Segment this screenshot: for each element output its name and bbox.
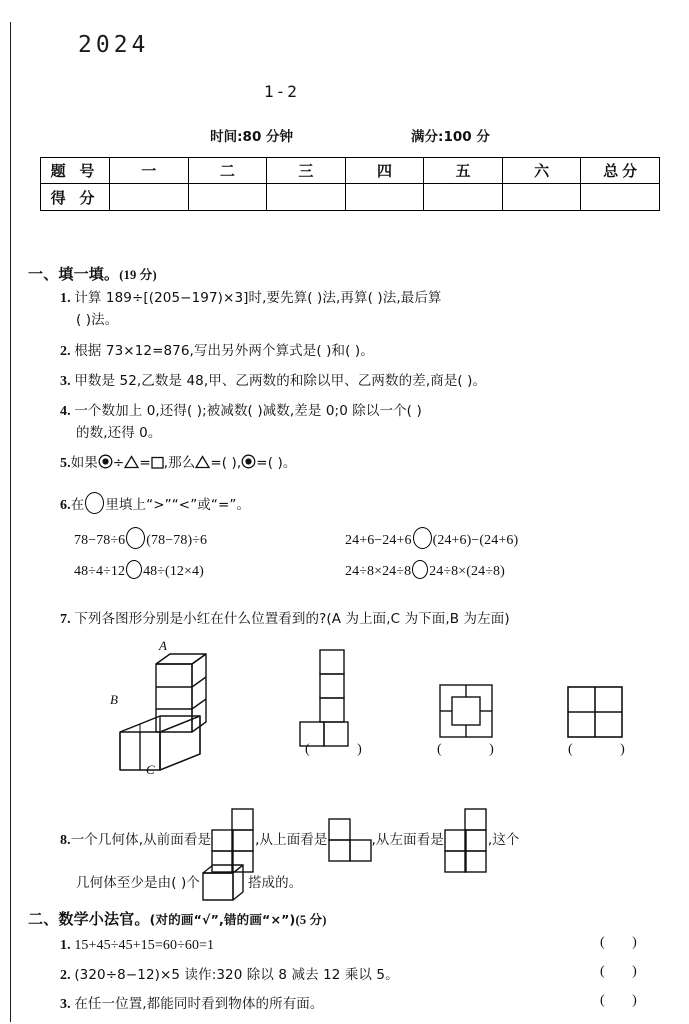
question-8-part-4: ,这个 [487,832,520,849]
q7-answer-paren-2[interactable]: ( ) [437,742,516,757]
exam-meta [40,125,660,145]
q6-c1-left: 78−78÷6 [74,533,126,548]
s2-q2-answer[interactable]: ( ) [600,964,649,979]
s2-q1-number: 1. [60,938,71,953]
col-total: 总 分 [581,158,660,184]
col-3: 三 [267,158,346,184]
question-4-text-2: 的数,还得 0。 [76,425,162,441]
question-5-prefix: 如果 [70,455,98,471]
score-cell-5[interactable] [424,184,503,211]
score-cell-2[interactable] [188,184,267,211]
s2-q3-text: 在任一位置,都能同时看到物体的所有面。 [74,996,324,1012]
circle-blank-icon-1[interactable] [126,527,145,549]
top-view-figure [328,818,372,864]
score-cell-4[interactable] [345,184,424,211]
question-5-mid5: =( )。 [256,455,297,471]
triangle-icon-1 [124,455,139,469]
question-6-compare-3 [74,560,204,583]
s2-q1-text: 15+45÷45+15=60÷60=1 [74,938,215,953]
section-2-rule: (对的画“√”,错的画“×”) [149,912,296,927]
margin-cutoff-marks [1,330,10,760]
circle-blank-icon-prompt[interactable] [85,492,104,514]
section-2-question-3 [60,993,324,1016]
s2-q1-answer[interactable]: ( ) [600,935,649,950]
question-8-part-1: 一个几何体,从前面看是 [70,832,212,849]
triangle-icon-2 [195,455,210,469]
solid-label-left: B [110,692,118,707]
q7-answer-paren-3[interactable]: ( ) [568,742,647,757]
question-1-line-2 [76,309,676,332]
question-8-line-2 [76,862,689,906]
col-6: 六 [502,158,581,184]
question-6-prompt-b: 里填上“>”“<”或“=”。 [105,497,251,513]
question-7 [60,608,685,631]
unit-cube-icon [200,862,248,906]
question-6-prompt [60,492,680,517]
question-6-compare-4 [345,560,505,583]
question-6-compare-2 [345,527,518,552]
table-row-header [41,158,660,184]
question-4-number: 4. [60,404,71,419]
section-2-points: (5 分) [295,913,327,927]
question-5 [60,452,680,475]
question-6-number: 6. [60,498,71,513]
question-7-number: 7. [60,612,71,627]
s2-q3-answer[interactable]: ( ) [600,993,649,1008]
question-2 [60,340,680,363]
solid-label-bottom: C [146,762,155,777]
q6-c2-left: 24+6−24+6 [345,533,412,548]
section-1-points: (19 分) [119,268,157,282]
question-3-text: 甲数是 52,乙数是 48,甲、乙两数的和除以甲、乙两数的差,商是( )。 [74,373,487,389]
question-5-op-eq: = [139,455,151,471]
q6-c3-right: 48÷(12×4) [143,564,204,579]
circle-blank-icon-4[interactable] [412,560,428,579]
question-8-number: 8. [60,833,71,849]
question-1-text-2: ( )法。 [76,312,119,328]
col-5: 五 [424,158,503,184]
paper-number: 1-2 [264,82,299,101]
question-1-line-1 [60,287,680,310]
question-8-part-2: ,从上面看是 [255,832,328,849]
solid-figure-3d [108,636,238,776]
question-6-compare-1 [74,527,207,552]
question-2-number: 2. [60,344,71,359]
q6-c3-left: 48÷4÷12 [74,564,126,579]
question-2-text: 根据 73×12=876,写出另外两个算式是( )和( )。 [74,343,374,359]
question-3 [60,370,680,393]
row-label-score: 得 分 [41,184,110,211]
s2-q3-number: 3. [60,997,71,1012]
col-4: 四 [345,158,424,184]
score-cell-total[interactable] [581,184,660,211]
section-2-question-2 [60,964,399,987]
section-2-title: 二、数学小法官。 [28,910,150,928]
q6-c2-right: (24+6)−(24+6) [432,533,519,548]
s2-q2-number: 2. [60,968,71,983]
question-5-mid4: =( ), [210,455,242,471]
question-1-text-1: 计算 189÷[(205−197)×3]时,要先算( )法,再算( )法,最后算 [74,290,442,306]
score-table [40,157,660,211]
q6-c4-right: 24÷8×(24÷8) [429,564,505,579]
score-cell-1[interactable] [110,184,189,211]
question-7-text: 下列各图形分别是小红在什么位置看到的?(A 为上面,C 为下面,B 为左面) [74,611,510,627]
section-2-question-1 [60,935,214,957]
question-3-number: 3. [60,374,71,389]
view-figure-1 [298,648,378,748]
col-1: 一 [110,158,189,184]
question-8-line2a: 几何体至少是由( )个 [76,875,200,892]
q7-answer-paren-1[interactable]: ( ) [305,742,384,757]
page-year: 2024 [78,32,150,58]
question-1-number: 1. [60,291,71,306]
question-5-op-div: ÷ [112,455,125,471]
full-score-label: 满分:100 分 [411,129,490,145]
bullseye-icon-2 [241,454,256,469]
score-cell-3[interactable] [267,184,346,211]
question-6-prompt-a: 在 [70,497,85,513]
question-5-mid3: ,那么 [163,455,196,471]
row-label-question-no: 题 号 [41,158,110,184]
question-4-line-1 [60,400,685,423]
q6-c4-left: 24÷8×24÷8 [345,564,412,579]
question-5-number: 5. [60,456,71,471]
bullseye-icon-1 [98,454,113,469]
question-8-part-3: ,从左面看是 [371,832,444,849]
square-icon-1 [151,456,164,469]
view-figure-2 [437,682,503,748]
col-2: 二 [188,158,267,184]
circle-blank-icon-3[interactable] [126,560,142,579]
circle-blank-icon-2[interactable] [413,527,432,549]
question-4-text-1: 一个数加上 0,还得( );被减数( )减数,差是 0;0 除以一个( ) [74,403,422,419]
time-label: 时间:80 分钟 [210,129,294,145]
view-figure-3 [565,684,631,746]
s2-q2-text: (320÷8−12)×5 读作:320 除以 8 减去 12 乘以 5。 [74,967,399,983]
section-1-title: 一、填一填。 [28,265,120,283]
score-cell-6[interactable] [502,184,581,211]
solid-label-top: A [159,638,167,653]
question-4-line-2 [76,422,676,445]
table-row-scores [41,184,660,211]
section-2-heading [28,908,327,929]
section-1-heading [28,263,157,284]
question-8-line2b: 搭成的。 [247,875,303,892]
q6-c1-right: (78−78)÷6 [146,533,208,548]
page-binding-rule [10,22,11,1022]
